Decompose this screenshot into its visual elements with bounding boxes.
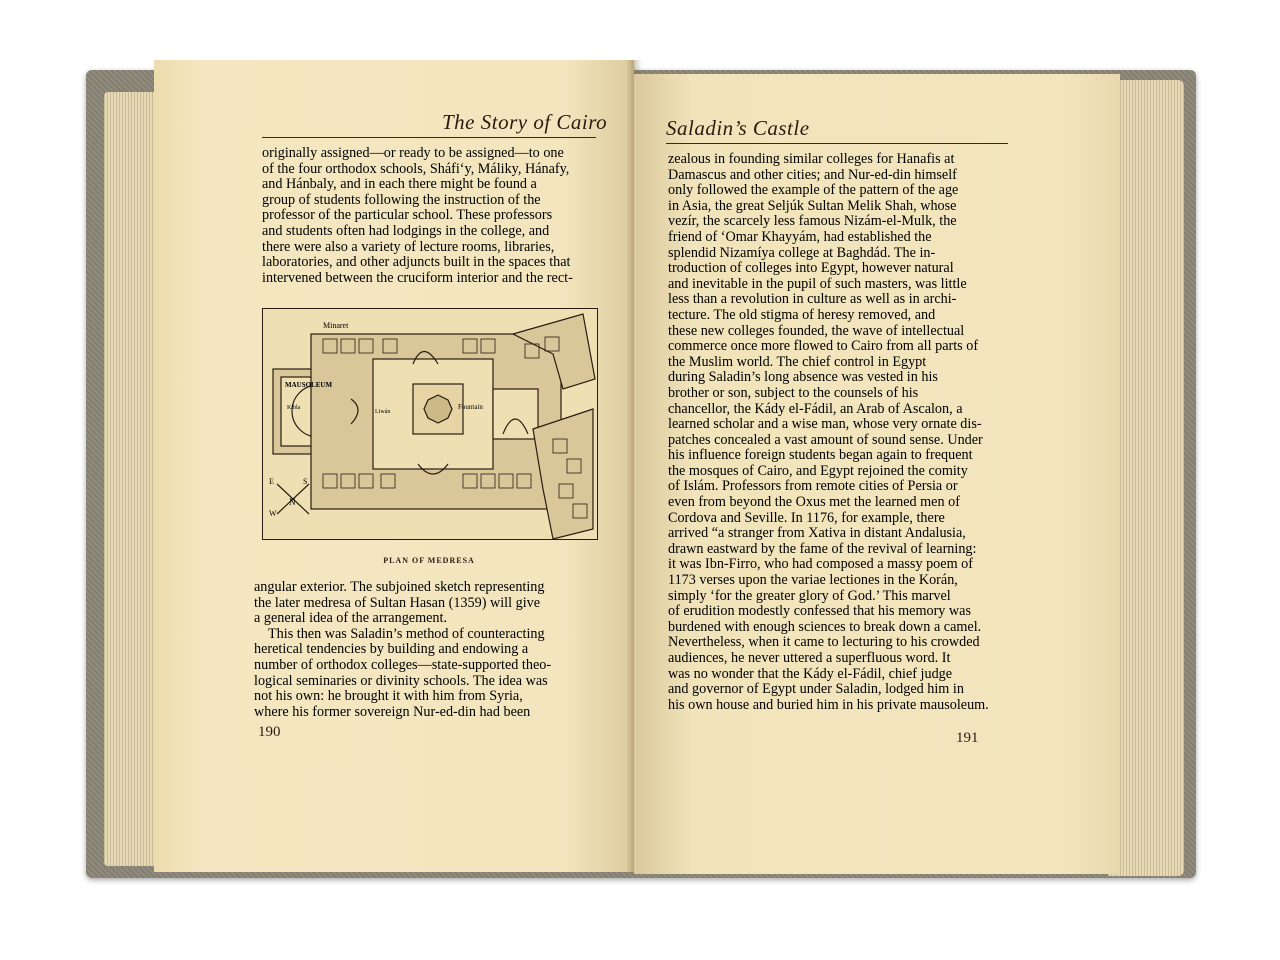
text-line: group of students following the instruction of the (262, 192, 541, 208)
text-line: not his own: he brought it with him from Syria, (254, 689, 523, 705)
mausoleum-label: MAUSOLEUM (285, 381, 333, 389)
text-line: chancellor, the Kády el-Fádil, an Arab of Ascalon, a (668, 401, 963, 417)
text-line: logical seminaries or divinity schools. The idea was (254, 673, 548, 689)
medresa-plan-figure (262, 308, 598, 540)
page-edges-left (104, 92, 154, 866)
text-line: it was Ibn-Firro, who had composed a massy poem of (668, 557, 973, 573)
figure-caption: PLAN OF MEDRESA (383, 556, 475, 565)
text-line: drawn eastward by the fame of the revival of learning: (668, 541, 977, 557)
compass-s-label: S (303, 477, 308, 486)
text-line: brother or son, subject to the counsels of his (668, 385, 919, 401)
kibla-label: Kibla (287, 405, 301, 411)
compass-n-label: N (289, 497, 296, 507)
text-line: professor of the particular school. These professors (262, 208, 553, 224)
left-running-head: The Story of Cairo (442, 110, 608, 134)
fountain-label: Fountain (458, 403, 483, 411)
text-line: and students often had lodgings in the college, and (262, 223, 550, 239)
compass-w-label: W (269, 509, 277, 518)
text-line: Cordova and Seville. In 1176, for example, there (668, 510, 945, 526)
text-line: patches concealed a vast amount of sound sense. Under (668, 432, 983, 448)
text-line: number of orthodox colleges—state-supported theo- (254, 657, 552, 673)
minaret-label: Minaret (323, 321, 349, 330)
right-running-head: Saladin’s Castle (666, 116, 810, 140)
text-line: burdened with enough sciences to break down a camel. (668, 619, 982, 635)
text-line: his influence foreign students began again to frequent (668, 448, 973, 464)
text-line: commerce once more flowed to Cairo from all parts of (668, 339, 979, 355)
left-text-bottom (254, 580, 594, 720)
text-line: audiences, he never uttered a superfluous word. It (668, 651, 951, 666)
text-line: a general idea of the arrangement. (254, 611, 447, 627)
text-line: of Islám. Professors from remote cities of Persia or (668, 479, 958, 495)
text-line: arrived “a stranger from Xativa in distant Andalusia, (668, 526, 966, 542)
text-line: originally assigned—or ready to be assigned—to one (262, 146, 564, 161)
text-line: only followed the example of the pattern of the age (668, 183, 959, 199)
text-line: of erudition modestly confessed that his memory was (668, 604, 972, 620)
left-header-rule (262, 137, 596, 138)
text-line: heretical tendencies by building and endowing a (254, 642, 529, 658)
text-line: troduction of colleges into Egypt, however natural (668, 261, 954, 277)
text-line: splendid Nizamíya college at Baghdád. The in- (668, 245, 936, 261)
text-line: intervened between the cruciform interior and the rect- (262, 270, 573, 286)
text-line: 1173 verses upon the variae lectiones in the Korán, (668, 573, 958, 589)
text-line: angular exterior. The subjoined sketch representing (254, 580, 545, 595)
text-line: even from beyond the Oxus met the learned men of (668, 495, 960, 511)
floor-plan-drawing (263, 309, 597, 539)
text-line: and governor of Egypt under Saladin, lodged him in (668, 682, 964, 698)
left-text-top (262, 146, 596, 286)
text-line: and inevitable in the pupil of such masters, was little (668, 276, 967, 292)
right-header-rule (666, 143, 1008, 144)
text-line: during Saladin’s long absence was vested in his (668, 370, 938, 386)
text-line: Nevertheless, when it came to lecturing to his crowded (668, 635, 980, 651)
right-text (668, 152, 1008, 713)
liwan-label: Liwán (375, 409, 391, 415)
text-line: his own house and buried him in his private mausoleum. (668, 697, 989, 713)
left-page-number: 190 (258, 724, 281, 740)
text-line: simply ‘for the greater glory of God.’ This marvel (668, 588, 951, 604)
text-line: learned scholar and a wise man, whose very ornate dis- (668, 417, 982, 433)
compass-e-label: E (269, 477, 274, 486)
text-line: laboratories, and other adjuncts built in the spaces that (262, 255, 571, 271)
text-line: in Asia, the great Seljúk Sultan Melik Shah, whose (668, 198, 957, 214)
text-line: Damascus and other cities; and Nur-ed-din himself (668, 167, 957, 183)
text-line: friend of ‘Omar Khayyám, had established the (668, 229, 932, 245)
text-line: these new colleges founded, the wave of intellectual (668, 323, 965, 339)
text-line: less than a revolution in culture as well as in archi- (668, 292, 957, 308)
text-line: the mosques of Cairo, and Egypt rejoined the comity (668, 463, 968, 479)
text-line: of the four orthodox schools, Sháfi‘y, Máliky, Hánafy, (262, 161, 570, 177)
text-line: where his former sovereign Nur-ed-din had been (254, 704, 531, 720)
text-line: the Muslim world. The chief control in Egypt (668, 354, 927, 370)
text-line: the later medresa of Sultan Hasan (1359) will give (254, 595, 541, 611)
text-line: zealous in founding similar colleges for Hanafis at (668, 152, 955, 167)
text-line: there were also a variety of lecture rooms, libraries, (262, 239, 555, 255)
right-page-number: 191 (956, 730, 979, 746)
text-line: vezír, the scarcely less famous Nizám-el-Mulk, the (668, 214, 957, 230)
text-line: tecture. The old stigma of heresy removed, and (668, 307, 936, 323)
text-line: and Hánbaly, and in each there might be found a (262, 177, 537, 193)
text-line: This then was Saladin’s method of counteracting (268, 626, 545, 642)
text-line: was no wonder that the Kády el-Fádil, chief judge (668, 666, 953, 682)
